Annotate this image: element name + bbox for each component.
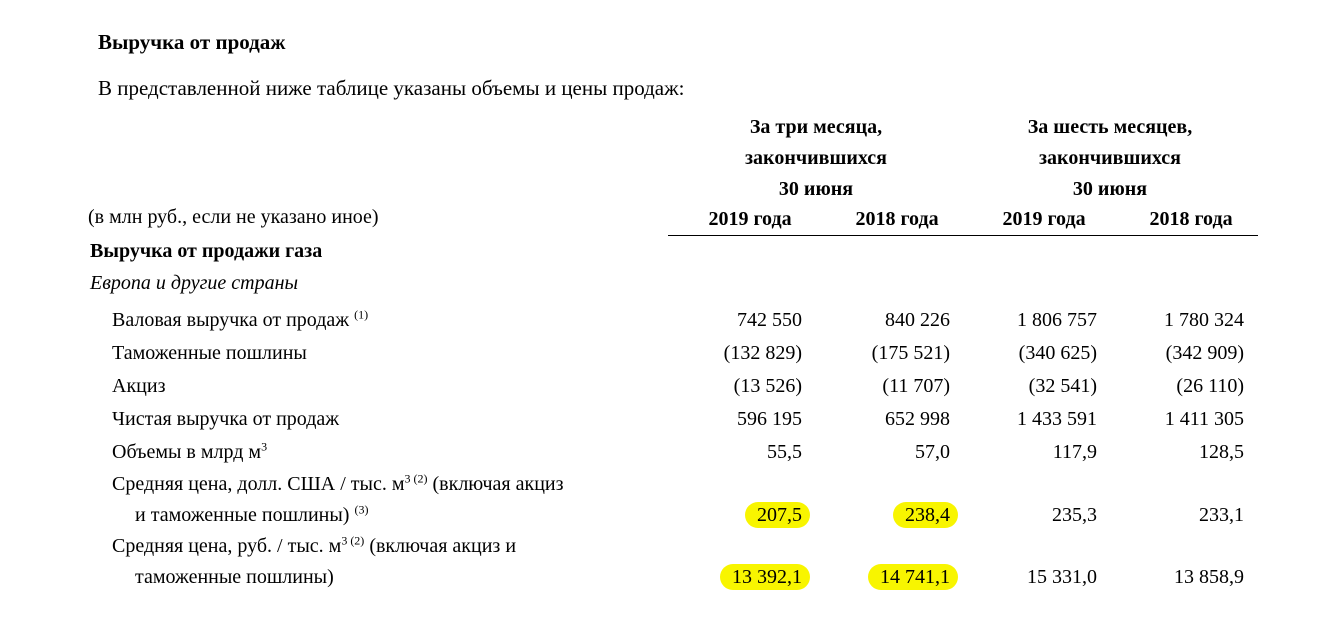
table-cell: 1 780 324: [1164, 309, 1244, 331]
table-cell: (175 521): [871, 342, 950, 364]
table-cell: (32 541): [1028, 375, 1097, 397]
row-label-excise: Акциз: [112, 375, 166, 397]
header-rule: [668, 235, 1258, 236]
row-label-avg-price-usd-line2: и таможенные пошлины) $^{(3)}$: [135, 502, 369, 526]
table-cell: (11 707): [882, 375, 950, 397]
table-cell: (342 909): [1165, 342, 1244, 364]
table-cell: 596 195: [737, 408, 802, 430]
table-cell: 742 550: [737, 309, 802, 331]
subsection-heading: Европа и другие страны: [90, 272, 299, 294]
header-three-months-line1: За три месяца,: [749, 116, 883, 138]
table-cell: (132 829): [723, 342, 802, 364]
table-cell: 840 226: [885, 309, 950, 331]
header-three-months-line2: закончившихся: [745, 147, 887, 169]
table-cell-highlighted: [640, 504, 802, 527]
highlight-mark: 238,4: [893, 502, 958, 528]
table-cell: 1 433 591: [1017, 408, 1097, 430]
intro-text: В представленной ниже таблице указаны объемы и цены продаж:: [98, 76, 685, 100]
row-label-gross-revenue: Валовая выручка от продаж $^{(1)}$: [112, 307, 369, 331]
row-label-avg-price-rub-line1: Средняя цена, руб. / тыс. $м^{3 (2)}$ (включая акциз и: [112, 533, 517, 557]
table-cell: 233,1: [1199, 504, 1244, 526]
table-cell: 128,5: [1199, 441, 1244, 463]
table-cell: 1 806 757: [1017, 309, 1097, 331]
document-title: Выручка от продаж: [98, 30, 286, 54]
row-label-volumes: Объемы в млрд $м^3$: [112, 439, 268, 463]
table-cell: 13 858,9: [1174, 566, 1244, 588]
table-cell: 235,3: [1052, 504, 1097, 526]
table-cell: 117,9: [1052, 441, 1097, 463]
highlight-mark: 13 392,1: [720, 564, 810, 590]
table-cell-highlighted: [788, 566, 950, 589]
table-cell: 15 331,0: [1027, 566, 1097, 588]
year-header-1: 2019 года: [708, 208, 792, 230]
section-heading: Выручка от продажи газа: [90, 240, 323, 262]
row-label-net-revenue: Чистая выручка от продаж: [112, 408, 340, 430]
header-three-months-line3: 30 июня: [778, 178, 854, 200]
table-cell: (340 625): [1018, 342, 1097, 364]
table-cell-highlighted: [788, 504, 950, 527]
year-header-3: 2019 года: [1002, 208, 1086, 230]
header-six-months-line3: 30 июня: [1072, 178, 1148, 200]
table-cell: 652 998: [885, 408, 950, 430]
highlight-mark: 14 741,1: [868, 564, 958, 590]
table-cell: 55,5: [767, 441, 802, 463]
header-six-months-line1: За шесть месяцев,: [1027, 116, 1193, 138]
table-cell: 57,0: [915, 441, 950, 463]
table-cell: 1 411 305: [1164, 408, 1244, 430]
table-cell: (13 526): [733, 375, 802, 397]
highlight-mark: 207,5: [745, 502, 810, 528]
year-header-4: 2018 года: [1149, 208, 1233, 230]
table-cell-highlighted: [640, 566, 802, 589]
header-six-months-line2: закончившихся: [1039, 147, 1181, 169]
row-label-customs: Таможенные пошлины: [112, 342, 307, 364]
units-note: (в млн руб., если не указано иное): [88, 206, 379, 228]
year-header-2: 2018 года: [855, 208, 939, 230]
row-label-avg-price-usd-line1: Средняя цена, долл. США / тыс. $м^{3 (2)}$ (включая акциз: [112, 471, 564, 495]
row-label-avg-price-rub-line2: таможенные пошлины): [135, 566, 334, 588]
table-cell: (26 110): [1176, 375, 1244, 397]
